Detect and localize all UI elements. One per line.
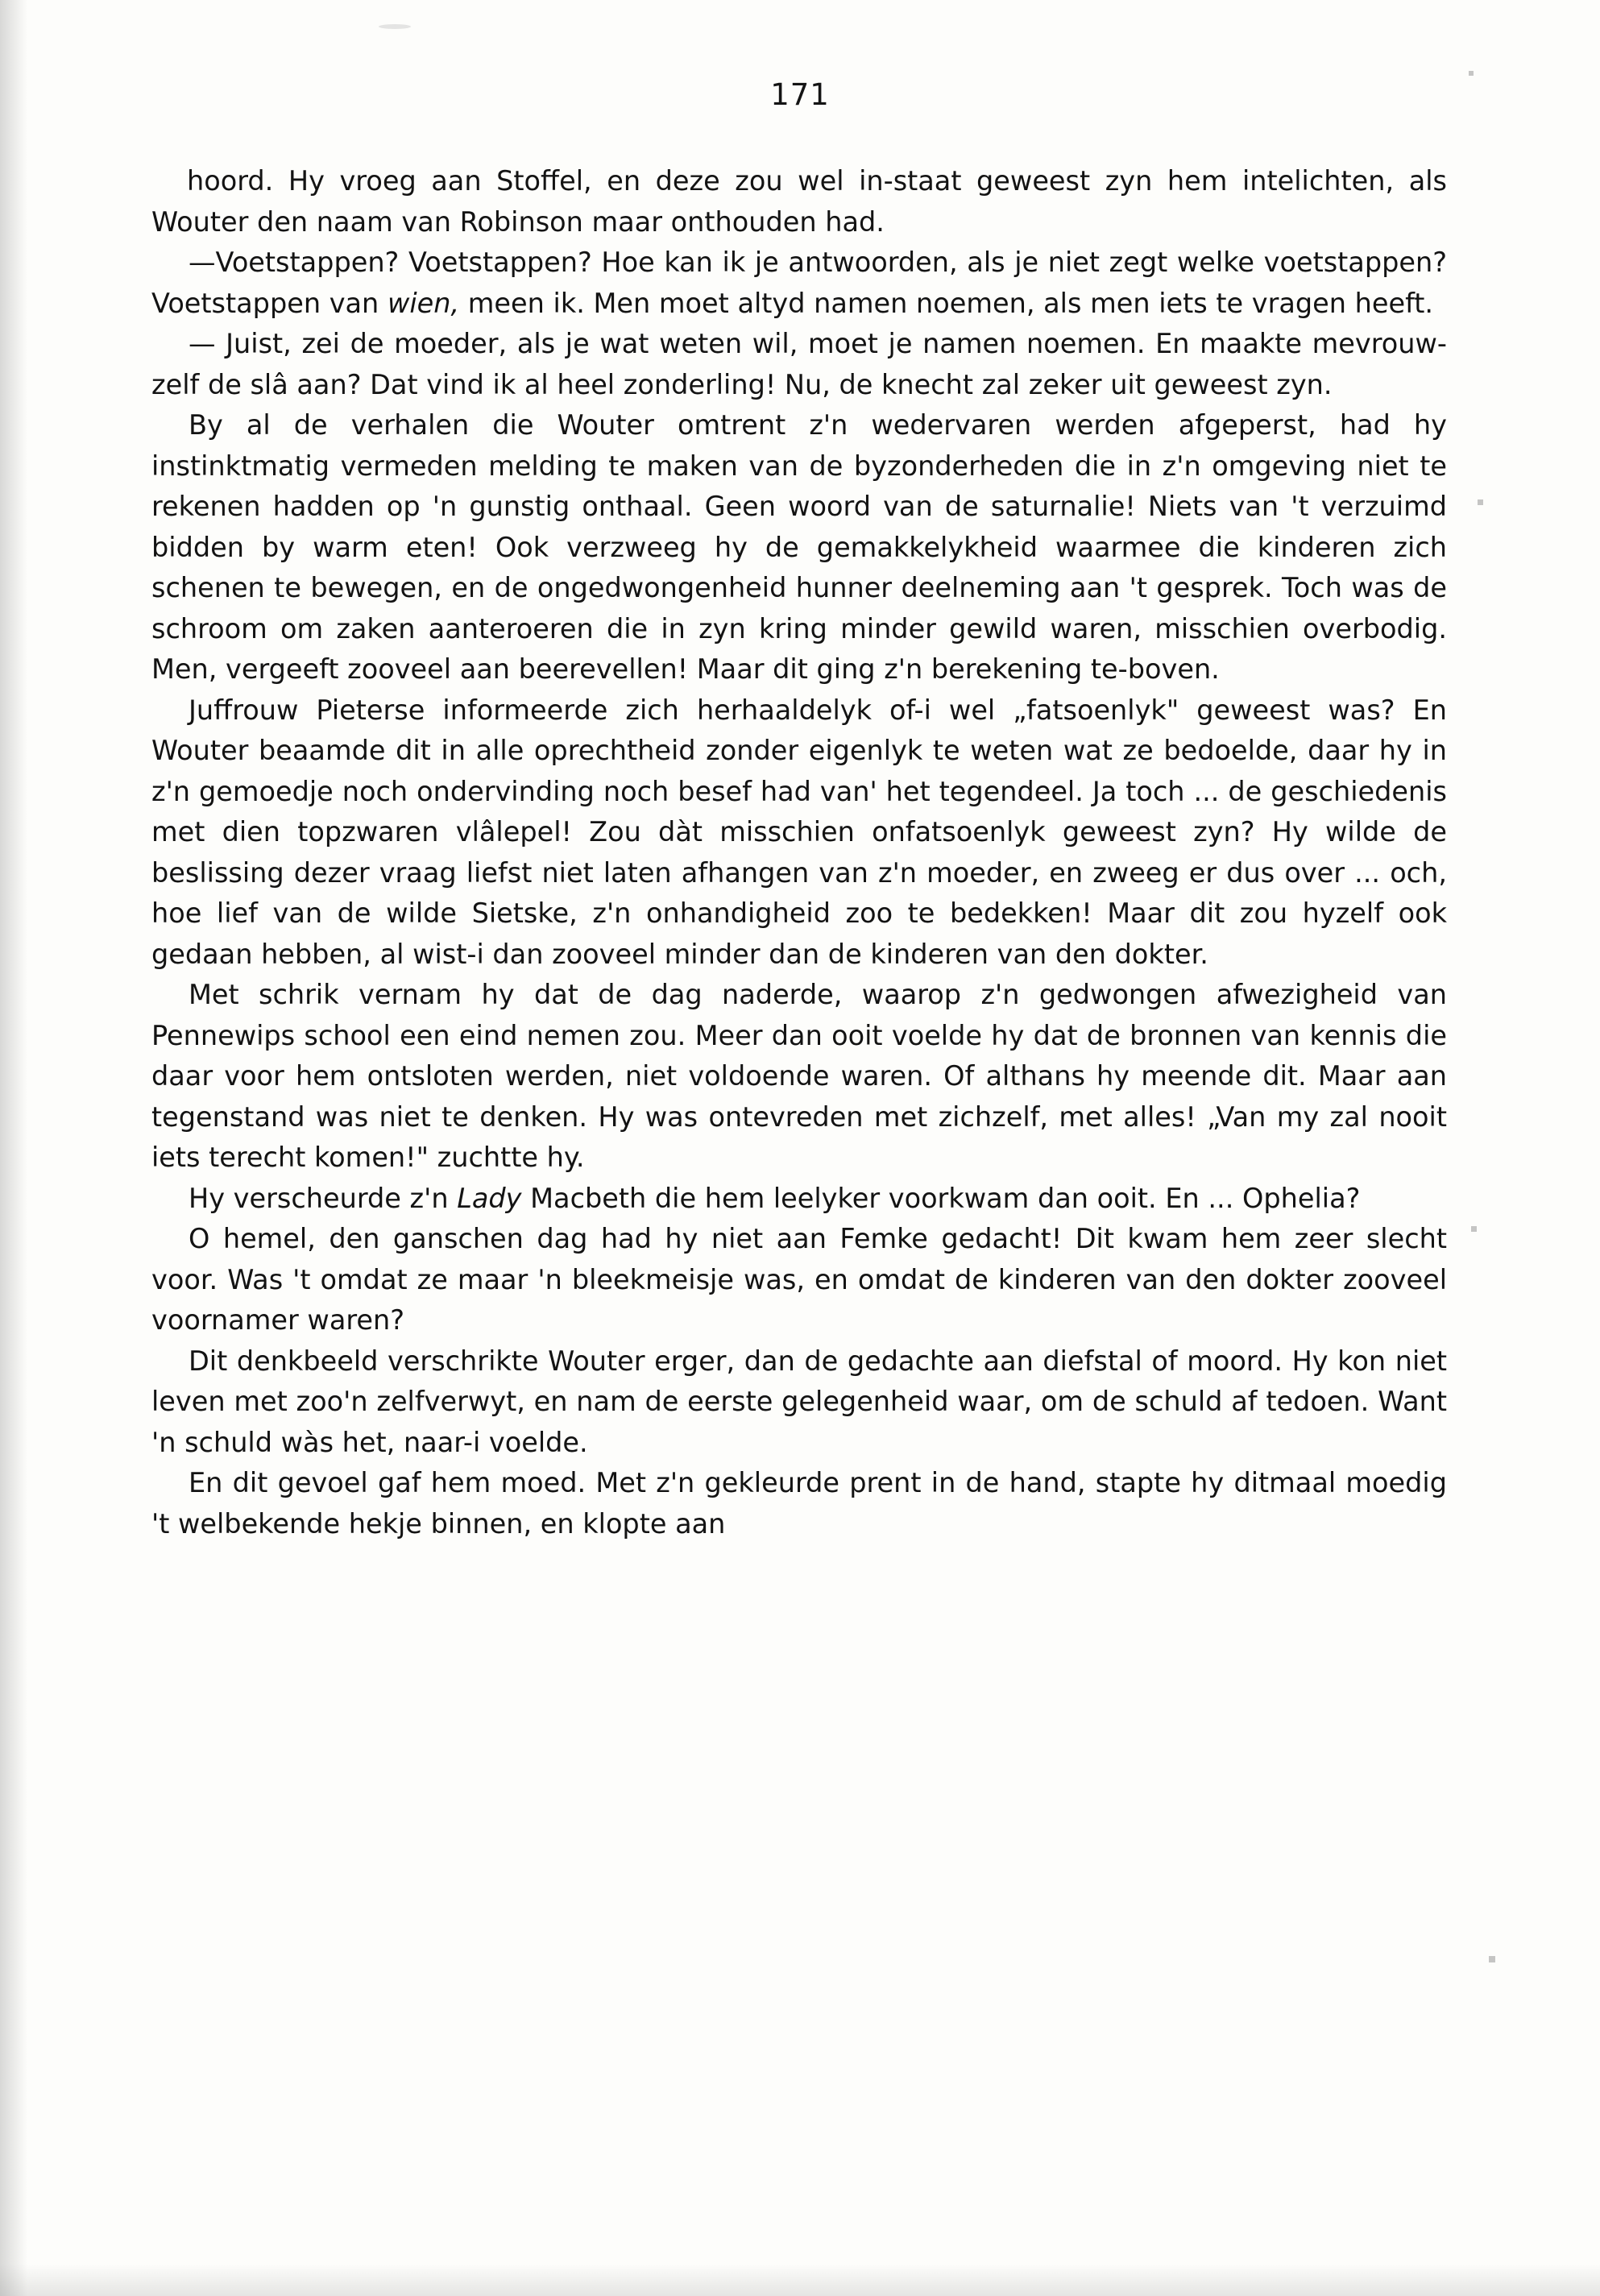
paragraph-8: O hemel, den ganschen dag had hy niet aan Femke gedacht! Dit kwam hem zeer slecht voor. Was 't omdat ze maar 'n bleekmeisje was, en omdat de kinderen van den dokter zooveel voornamer waren?: [151, 1223, 1447, 1336]
page-number: 171: [770, 77, 830, 112]
paragraph-10: En dit gevoel gaf hem moed. Met z'n gekleurde prent in de hand, stapte hy ditmaal moedig 't welbekende hekje binnen, en klopte aan: [151, 1467, 1447, 1540]
paragraph-4: By al de verhalen die Wouter omtrent z'n wedervaren werden afgeperst, had hy instinktmatig vermeden melding te maken van de byzonderheden die in z'n omgeving niet te rekenen hadden op 'n gunstig onthaal. Geen woord van de saturnalie! Niets van 't verzuimd bidden by warm eten! Ook verzweeg hy de gemakkelykheid waarmee die kinderen zich schenen te bewegen, en de ongedwongenheid hunner deelneming aan 't gesprek. Toch was de schroom om zaken aanteroeren die in zyn kring minder gewild waren, misschien overbodig. Men, vergeeft zooveel aan beerevellen! Maar dit ging z'n berekening te-boven.: [151, 409, 1447, 685]
paragraph-7: Hy verscheurde z'n Lady Macbeth die hem leelyker voorkwam dan ooit. En ... Ophelia?: [189, 1182, 1361, 1214]
paragraph-9: Dit denkbeeld verschrikte Wouter erger, dan de gedachte aan diefstal of moord. Hy kon niet leven met zoo'n zelfverwyt, en nam de eerste gelegenheid waar, om de schuld af tedoen. Want 'n schuld wàs het, naar-i voelde.: [151, 1345, 1447, 1458]
paragraph-1: hoord. Hy vroeg aan Stoffel, en deze zou wel in-staat geweest zyn hem intelichten, als Wouter den naam van Robinson maar onthouden had.: [151, 165, 1447, 238]
scan-speck: [1478, 499, 1483, 505]
scan-speck: [1471, 1226, 1477, 1232]
page-left-edge-shadow: [0, 0, 27, 2296]
paragraph-2: —Voetstappen? Voetstappen? Hoe kan ik je antwoorden, als je niet zegt welke voetstappen? Voetstappen van wien, meen ik. Men moet altyd namen noemen, als men iets te vragen heeft.: [151, 247, 1447, 319]
scan-smudge: [379, 24, 411, 29]
paragraph-6: Met schrik vernam hy dat de dag naderde, waarop z'n gedwongen afwezigheid van Pennewips school een eind nemen zou. Meer dan ooit voelde hy dat de bronnen van kennis die daar voor hem ontsloten werden, niet voldoende waren. Of althans hy meende dit. Maar aan tegenstand was niet te denken. Hy was ontevreden met zichzelf, met alles! „Van my zal nooit iets terecht komen!" zuchtte hy.: [151, 979, 1447, 1173]
paragraph-3: — Juist, zei de moeder, als je wat weten wil, moet je namen noemen. En maakte mevrouw-zelf de slâ aan? Dat vind ik al heel zonderling! Nu, de knecht zal zeker uit geweest zyn.: [151, 328, 1447, 400]
scan-speck: [1489, 1956, 1495, 1962]
scan-speck: [1469, 71, 1474, 76]
paragraph-5: Juffrouw Pieterse informeerde zich herhaaldelyk of-i wel „fatsoenlyk" geweest was? En Wouter beaamde dit in alle oprechtheid zonder eigenlyk te weten wat ze bedoelde, daar hy in z'n gemoedje noch ondervinding noch besef had van' het tegendeel. Ja toch ... de geschiedenis met dien topzwaren vlâlepel! Zou dàt misschien onfatsoenlyk geweest zyn? Hy wilde de beslissing dezer vraag liefst niet laten afhangen van z'n moeder, en zweeg er dus over ... och, hoe lief van de wilde Sietske, z'n onhandigheid zoo te bedekken! Maar dit zou hyzelf ook gedaan hebben, al wist-i dan zooveel minder dan de kinderen van den dokter.: [151, 694, 1447, 970]
page-body-text: [151, 161, 1447, 1544]
page-bottom-edge-shadow: [0, 2264, 1600, 2296]
